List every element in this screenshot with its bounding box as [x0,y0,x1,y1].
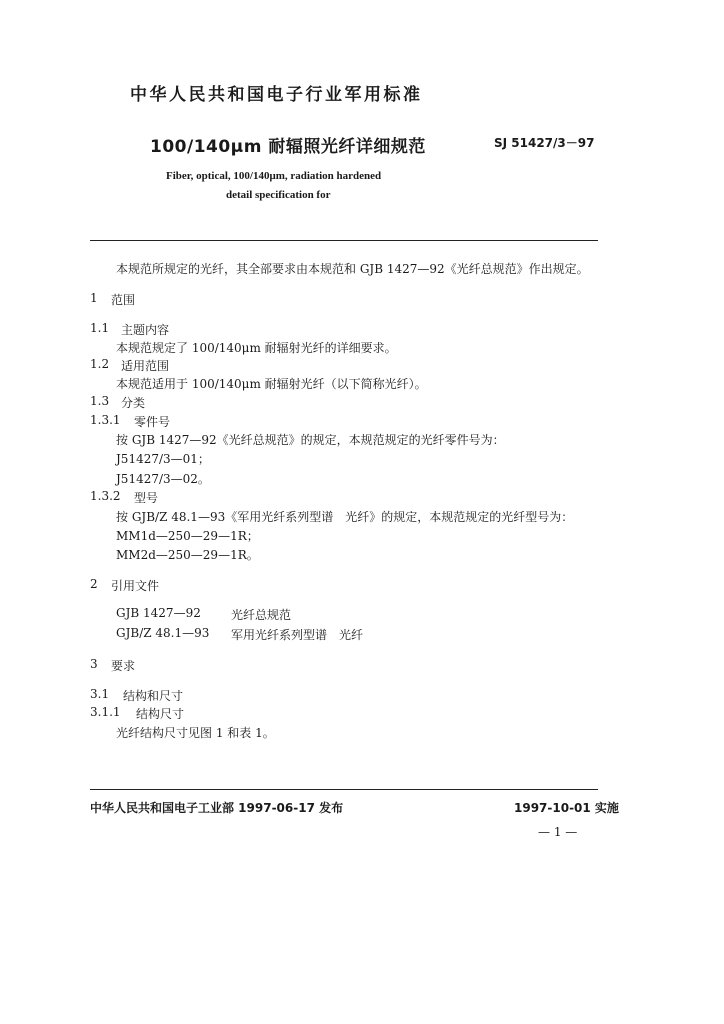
document-code: SJ 51427/3－97 [494,136,595,150]
section-3-1-1-number: 3.1.1 [90,705,121,719]
document-title: 100/140μm 耐辐照光纤详细规范 [150,137,426,157]
section-3-1-1-title: 结构尺寸 [136,707,185,721]
section-1-1-number: 1.1 [90,321,110,335]
section-1-3-2-number: 1.3.2 [90,489,121,503]
part-number-item: J51427/3—02。 [116,472,210,486]
section-1-2-text: 本规范适用于 100/140μm 耐辐射光纤（以下简称光纤）。 [116,377,427,391]
standard-header: 中华人民共和国电子行业军用标准 [130,85,423,105]
section-1-3-2-title: 型号 [134,491,159,505]
section-3-title: 要求 [111,659,136,673]
section-1-number: 1 [90,291,98,305]
section-1-1-text: 本规范规定了 100/140μm 耐辐射光纤的详细要求。 [116,341,397,355]
section-1-3-1-number: 1.3.1 [90,413,121,427]
section-3-1-1-text: 光纤结构尺寸见图 1 和表 1。 [116,726,275,740]
section-1-2-number: 1.2 [90,357,110,371]
reference-code: GJB/Z 48.1—93 [116,626,210,640]
effective-date: 1997-10-01 实施 [514,801,619,815]
part-number-item: J51427/3—01； [116,452,210,466]
issue-statement: 中华人民共和国电子工业部 1997-06-17 发布 [90,801,344,815]
reference-name: 光纤总规范 [231,608,292,622]
section-2-number: 2 [90,577,98,591]
section-3-1-number: 3.1 [90,687,110,701]
model-number-item: MM1d—250—29—1R； [116,529,259,543]
footer-divider [90,789,598,790]
section-1-2-title: 适用范围 [121,359,170,373]
section-1-3-2-text: 按 GJB/Z 48.1—93《军用光纤系列型谱 光纤》的规定，本规范规定的光纤型号为： [116,510,574,524]
section-1-3-number: 1.3 [90,394,110,408]
section-2-title: 引用文件 [111,579,160,593]
section-1-title: 范围 [111,293,136,307]
english-title-line2: detail specification for [226,189,331,201]
section-1-1-title: 主题内容 [121,323,170,337]
page-number: — 1 — [538,825,578,839]
english-title-line1: Fiber, optical, 100/140μm, radiation hardened [166,170,382,182]
section-3-1-title: 结构和尺寸 [123,689,184,703]
intro-paragraph: 本规范所规定的光纤，其全部要求由本规范和 GJB 1427—92《光纤总规范》作出规定。 [116,262,589,276]
section-1-3-1-text: 按 GJB 1427—92《光纤总规范》的规定，本规范规定的光纤零件号为： [116,433,505,447]
reference-code: GJB 1427—92 [116,606,201,620]
section-1-3-title: 分类 [121,396,146,410]
reference-name: 军用光纤系列型谱 光纤 [231,628,364,642]
section-3-number: 3 [90,657,98,671]
header-divider [90,240,598,241]
section-1-3-1-title: 零件号 [134,415,171,429]
model-number-item: MM2d—250—29—1R。 [116,548,259,562]
